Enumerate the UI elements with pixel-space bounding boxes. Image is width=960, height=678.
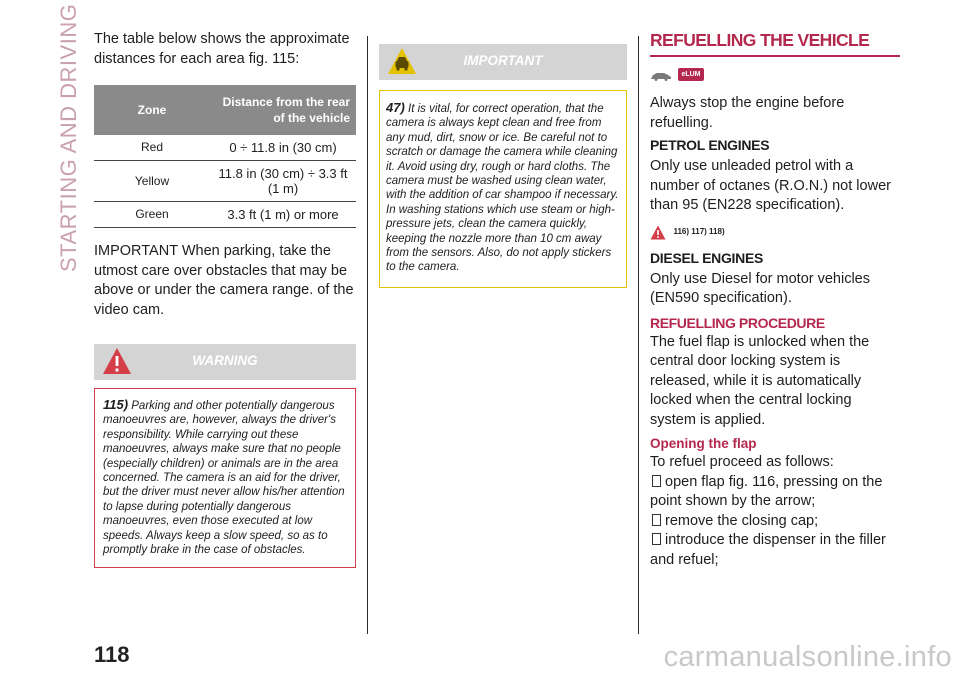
version-badges <box>650 66 900 84</box>
warning-body <box>94 388 356 568</box>
list-item <box>650 531 900 570</box>
warning-header <box>94 344 356 380</box>
opening-intro: To refuel proceed as follows: <box>650 454 834 470</box>
petrol-text: Only use unleaded petrol with a number of octanes (R.O.N.) not lower than 95 (EN228 specification). <box>650 158 891 213</box>
opening-title: Opening the flap <box>650 436 757 451</box>
diesel-text: Only use Diesel for motor vehicles (EN590 specification). <box>650 270 870 306</box>
section-title: REFUELLING THE VEHICLE <box>650 30 900 57</box>
list-item <box>650 473 900 512</box>
important-text: It is vital, for correct operation, that the camera is always kept clean and free from any mud, dirt, snow or ice. Be careful not to scratch or damage the camera while cleaning it. Avoid using dry, rough or hard cloths. The camera must be washed using clean water, with the addition of car shampoo if necessary. In washing stations which use steam or high-pressure jets, clean the camera quickly, keeping the nozzle more than 10 cm away from the sensors. Also, do not apply stickers to the camera. <box>386 103 619 274</box>
important-ref: 47) <box>386 100 405 115</box>
petrol-title: PETROL ENGINES <box>650 137 770 153</box>
table-row <box>94 161 356 202</box>
important-header <box>379 44 627 80</box>
warning-box <box>94 344 356 568</box>
table-row <box>94 135 356 161</box>
warning-refs-row <box>650 224 900 242</box>
column-2 <box>379 44 627 288</box>
table-cell-distance: 3.3 ft (1 m) or more <box>210 202 356 228</box>
warning-refs: 116) 117) 118) <box>673 226 725 236</box>
warning-ref: 115) <box>103 397 129 412</box>
important-body <box>379 90 627 288</box>
table-cell-zone: Yellow <box>94 161 210 202</box>
table-cell-distance: 0 ÷ 11.8 in (30 cm) <box>210 135 356 161</box>
warning-text: Parking and other potentially dangerous manoeuvres are, however, always the driver's responsibility. While carrying out these manoeuvres, always make sure that no people (especially children) or animals are in the area concerned. The camera is an aid for the driver, but the driver must never allow his/her attention to lapse during potentially dangerous manoeuvres, even those executed at low speeds. Always keep a slow speed, so as to promptly brake in the case of obstacles. <box>103 400 345 557</box>
step-text: remove the closing cap; <box>665 512 819 529</box>
bullet-box-icon <box>652 514 661 526</box>
warning-title: WARNING <box>192 353 258 368</box>
bullet-box-icon <box>652 533 661 545</box>
diesel-title: DIESEL ENGINES <box>650 249 764 266</box>
step-text: introduce the dispenser in the filler and refuel; <box>650 532 886 568</box>
table-cell-zone: Red <box>94 135 210 161</box>
column-1 <box>94 30 356 568</box>
list-item <box>650 512 900 532</box>
important-title: IMPORTANT <box>463 53 543 68</box>
table-cell-zone: Green <box>94 202 210 228</box>
page-number: 118 <box>94 642 130 667</box>
elum-badge: eLUM <box>678 68 703 81</box>
procedure-text: The fuel flap is unlocked when the central door locking system is released, while it is automatically locked when the central locking system is applied. <box>650 333 870 428</box>
procedure-title: REFUELLING PROCEDURE <box>650 314 825 331</box>
chapter-title: STARTING AND DRIVING <box>56 3 81 272</box>
table-header-zone: Zone <box>94 85 210 135</box>
table-row <box>94 202 356 228</box>
table-header-distance: Distance from the rear of the vehicle <box>210 85 356 135</box>
table-cell-distance: 11.8 in (30 cm) ÷ 3.3 ft (1 m) <box>210 161 356 202</box>
step-text: open flap fig. 116, pressing on the point shown by the arrow; <box>650 473 883 509</box>
warning-small-icon <box>650 224 670 241</box>
parking-text: IMPORTANT When parking, take the utmost care over obstacles that may be above or under the camera range. of the video cam. <box>94 243 354 318</box>
bullet-box-icon <box>652 475 661 487</box>
column-divider-1 <box>367 36 368 634</box>
column-3 <box>650 30 900 570</box>
watermark: carmanualsonline.info <box>663 641 952 673</box>
car-silhouette-icon <box>650 66 676 83</box>
column-divider-2 <box>638 36 639 634</box>
distance-table <box>94 85 356 228</box>
stop-text: Always stop the engine before refuelling. <box>650 95 845 131</box>
intro-text: The table below shows the approximate distances for each area fig. 115: <box>94 31 350 67</box>
